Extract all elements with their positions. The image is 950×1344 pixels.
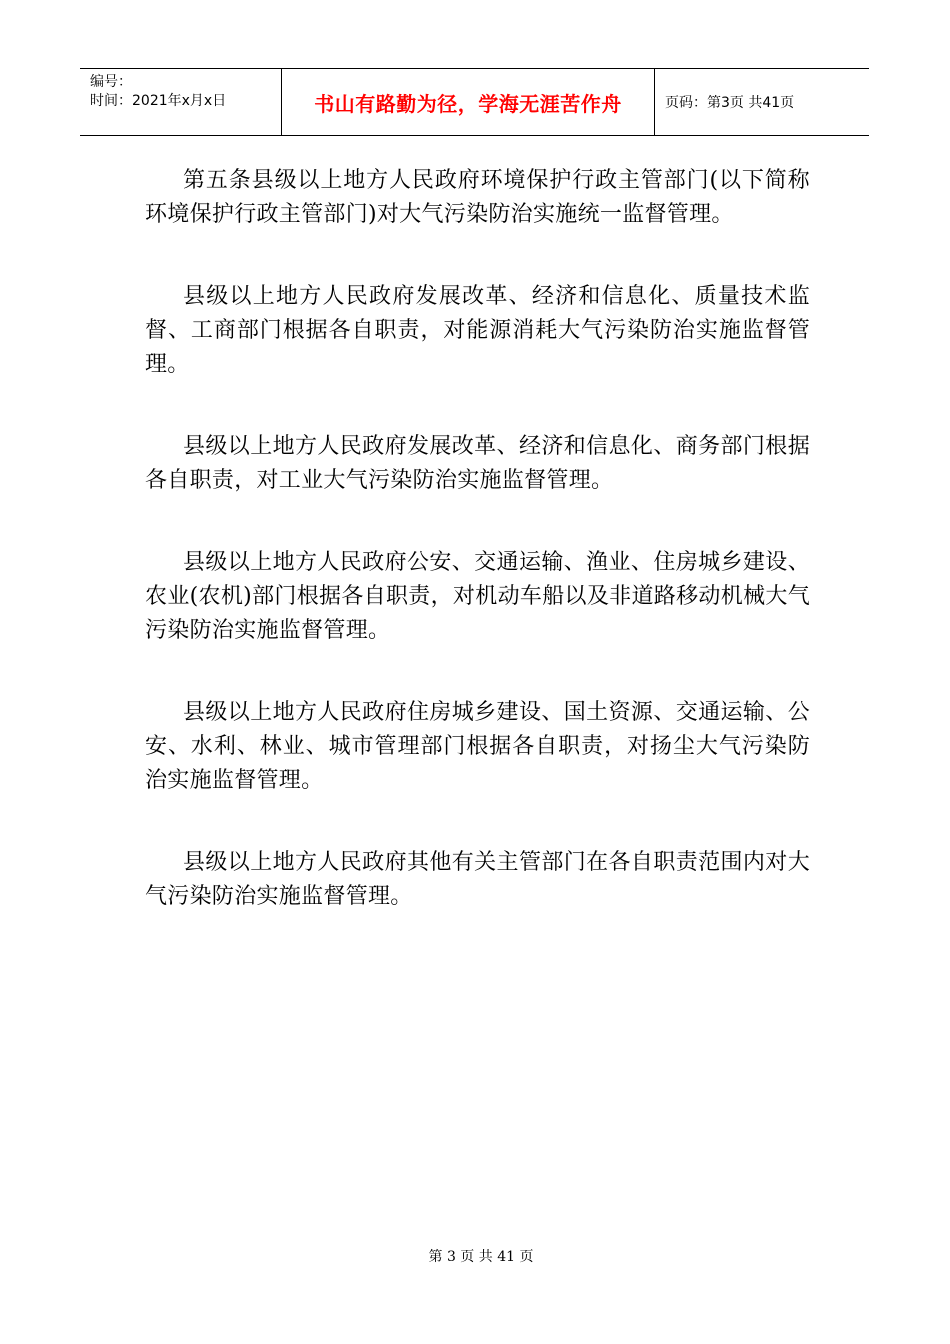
paragraph: 县级以上地方人民政府发展改革、经济和信息化、质量技术监督、工商部门根据各自职责，对能源消耗大气污染防治实施监督管理。 [145,284,810,377]
paragraph: 县级以上地方人民政府住房城乡建设、国土资源、交通运输、公安、水利、林业、城市管理部门根据各自职责，对扬尘大气污染防治实施监督管理。 [145,700,810,793]
paragraph: 第五条县级以上地方人民政府环境保护行政主管部门(以下简称环境保护行政主管部门)对大气污染防治实施统一监督管理。 [145,168,810,227]
page-footer: 第 3 页 共 41 页 [428,1249,534,1265]
document-body [145,164,810,914]
header-page-info: 页码：第3页 共41页 [665,95,795,111]
header-motto: 书山有路勤为径，学海无涯苦作舟 [282,69,655,135]
paragraph: 县级以上地方人民政府其他有关主管部门在各自职责范围内对大气污染防治实施监督管理。 [145,850,810,909]
date-label: 时间：2021年x月x日 [90,93,227,109]
page-header [80,68,869,136]
paragraph: 县级以上地方人民政府发展改革、经济和信息化、商务部门根据各自职责，对工业大气污染防治实施监督管理。 [145,434,810,493]
header-meta [80,69,282,135]
paragraph: 县级以上地方人民政府公安、交通运输、渔业、住房城乡建设、农业(农机)部门根据各自职责，对机动车船以及非道路移动机械大气污染防治实施监督管理。 [145,550,810,643]
serial-number-label: 编号： [90,74,132,90]
